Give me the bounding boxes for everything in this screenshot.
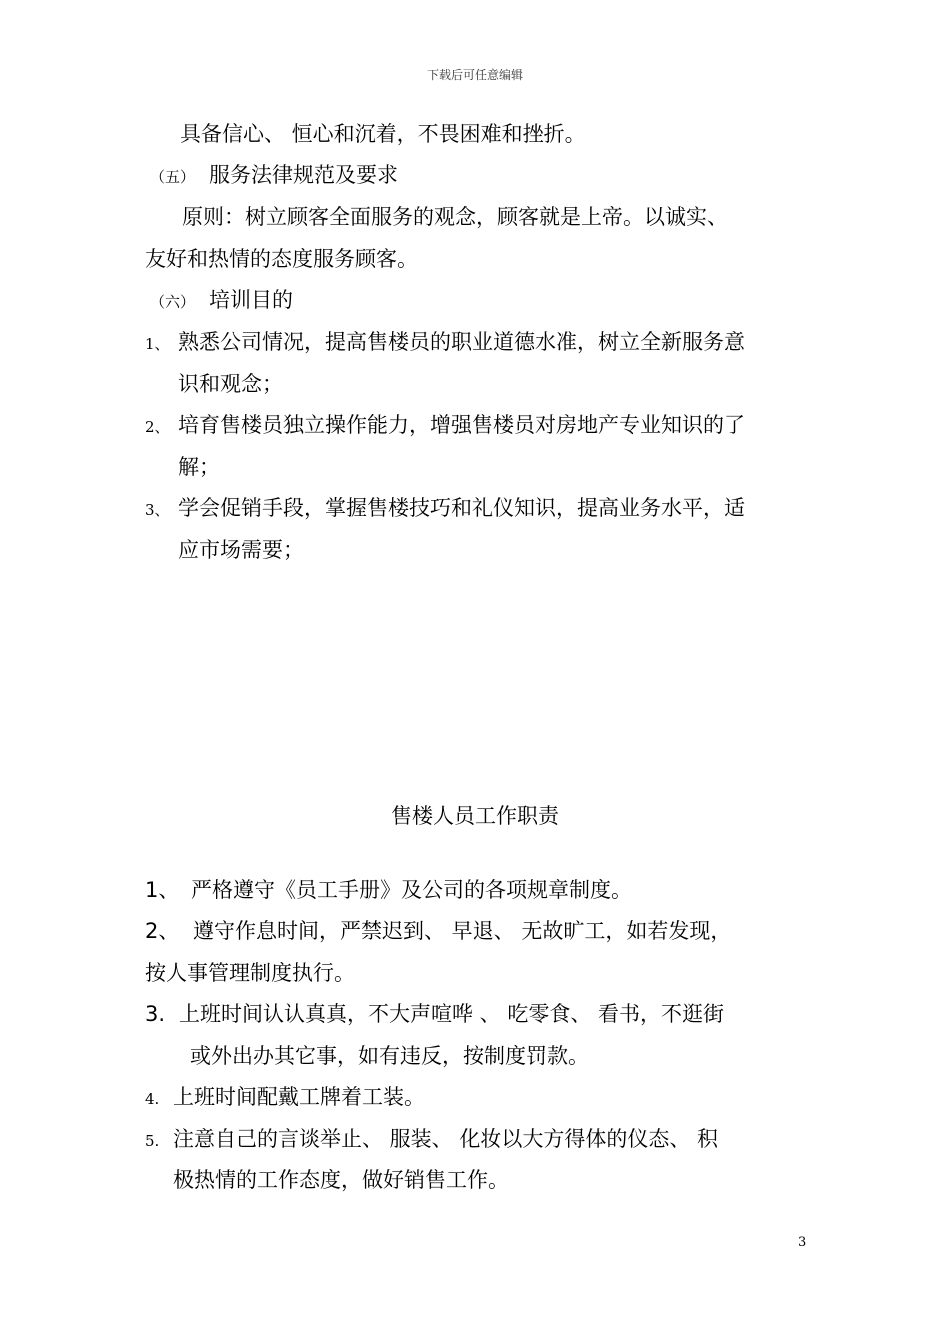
duty-number: 3. xyxy=(145,1002,166,1026)
list-number: 2、 xyxy=(145,418,170,436)
duty-number: 4. xyxy=(145,1090,160,1108)
list-number: 3、 xyxy=(145,501,170,519)
duty-item: 5. 注意自己的言谈举止、 服装、 化妆以大方得体的仪态、 积 xyxy=(145,1125,718,1155)
text-line: 识和观念； xyxy=(178,372,283,396)
list-number: 1、 xyxy=(145,335,170,353)
subheading: （六） 培训目的 xyxy=(150,288,294,312)
page-header: 下载后可任意编辑 xyxy=(426,68,523,82)
text-line: 友好和热情的态度服务顾客。 xyxy=(145,247,418,271)
list-item: 1、 熟悉公司情况，提高售楼员的职业道德水准，树立全新服务意 xyxy=(145,328,745,358)
duty-number: 1、 xyxy=(145,878,180,902)
subheading-number: （六） xyxy=(150,293,196,311)
text-line: 按人事管理制度执行。 xyxy=(145,961,355,985)
subheading-number: （五） xyxy=(150,168,196,186)
page-number: 3 xyxy=(798,1235,807,1250)
text-line: 解； xyxy=(178,455,220,479)
duty-item: 4. 上班时间配戴工牌着工装。 xyxy=(145,1083,425,1113)
duty-number: 2、 xyxy=(145,919,180,943)
subheading: （五） 服务法律规范及要求 xyxy=(150,163,399,187)
text-line: 极热情的工作态度，做好销售工作。 xyxy=(173,1168,509,1192)
text-line: 应市场需要； xyxy=(178,538,304,562)
list-item: 3、 学会促销手段，掌握售楼技巧和礼仪知识，提高业务水平，适 xyxy=(145,494,745,524)
text-line: 具备信心、 恒心和沉着，不畏困难和挫折。 xyxy=(180,122,586,146)
duty-item: 2、 遵守作息时间，严禁迟到、 早退、 无故旷工，如若发现， xyxy=(145,919,732,943)
text-line: 原则：树立顾客全面服务的观念，顾客就是上帝。以诚实、 xyxy=(182,205,728,229)
duty-item: 1、 严格遵守《员工手册》及公司的各项规章制度。 xyxy=(145,878,632,902)
list-item: 2、 培育售楼员独立操作能力，增强售楼员对房地产专业知识的了 xyxy=(145,411,745,441)
section-title: 售楼人员工作职责 xyxy=(391,804,559,828)
text-line: 或外出办其它事，如有违反，按制度罚款。 xyxy=(190,1044,589,1068)
duty-number: 5. xyxy=(145,1132,160,1150)
duty-item: 3. 上班时间认认真真，不大声喧哗 、 吃零食、 看书，不逛街 xyxy=(145,1002,725,1026)
